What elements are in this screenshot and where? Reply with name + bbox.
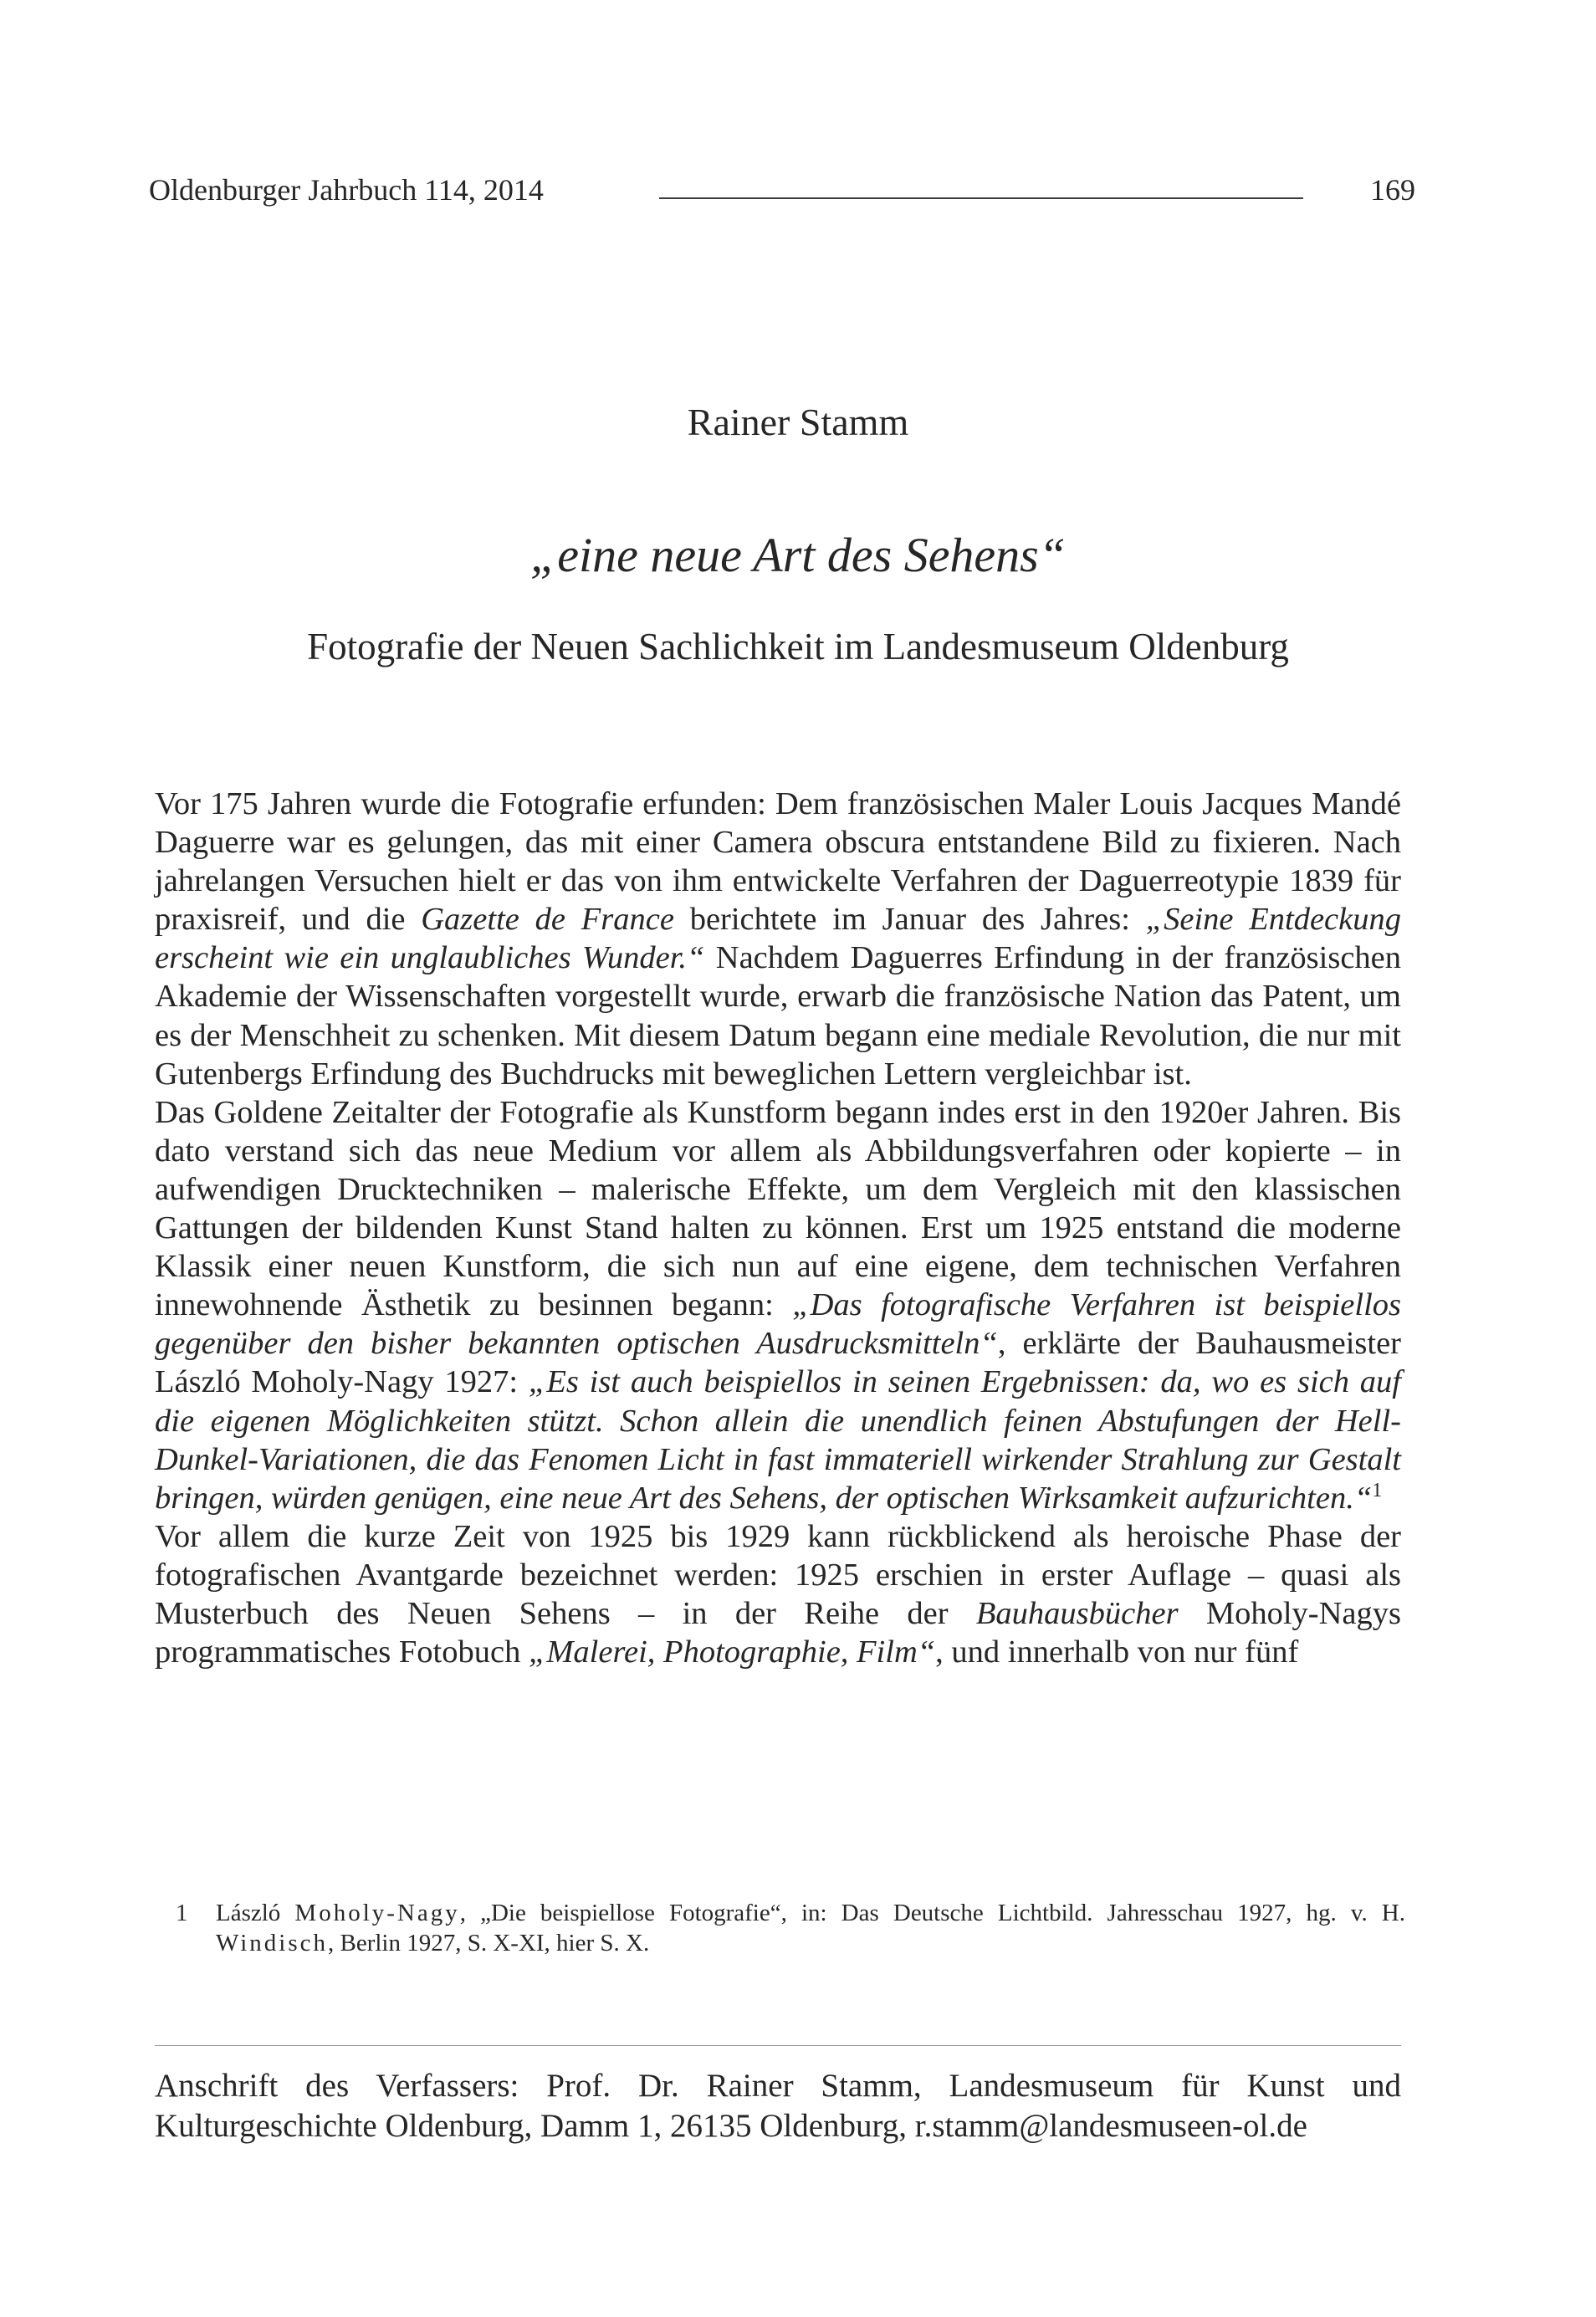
paragraph-2: [155, 1093, 1401, 1517]
author-address: Anschrift des Verfassers: Prof. Dr. Rainer Stamm, Landesmuseum für Kunst und Kulturgeschichte Oldenburg, Damm 1, 26135 Oldenburg, r.stamm@landesmuseen-ol.de: [155, 2068, 1401, 2144]
newspaper-title: Gazette de France: [421, 902, 674, 938]
footnote-reference[interactable]: 1: [1372, 1479, 1383, 1501]
text-run: , „Die beispiellose Fotografie“, in: Das Deutsche Lichtbild. Jahresschau 1927, hg. v. H.: [459, 1900, 1405, 1926]
article-title: „eine neue Art des Sehens“: [529, 528, 1067, 582]
text-run: , und innerhalb von nur fünf: [935, 1634, 1299, 1670]
text-run: , Berlin 1927, S. X-XI, hier S. X.: [327, 1930, 650, 1956]
running-header-journal: Oldenburger Jahrbuch 114, 2014: [149, 173, 544, 207]
page-number: 169: [1370, 173, 1415, 207]
footer-rule: [155, 2045, 1401, 2046]
paragraph-3: [155, 1517, 1401, 1671]
footnote-text: [176, 1898, 1405, 1958]
text-run: Das Goldene Zeitalter der Fotografie als Kunstform begann indes erst in den 1920er Jahren. Bis dato verstand sich das neue Medium vor allem als Abbildungsverfahren oder kopierte – in aufwendigen Drucktechniken – malerische Effekte, um dem Vergleich mit den klassischen Gattungen der bildenden Kunst Stand halten zu können. Erst um 1925 entstand die moderne Klassik einer neuen Kunstform, die sich nun auf eine eigene, dem technischen Verfahren innewohnende Ästhetik zu besinnen begann:: [155, 1094, 1401, 1323]
footnote: [176, 1898, 1405, 1958]
author-surname: Moholy-Nagy: [294, 1900, 460, 1926]
text-run: László: [216, 1900, 295, 1926]
text-run: , erklärte der Bauhausmeister László Moholy-Nagy 1927:: [155, 1326, 1401, 1400]
header-rule: [659, 197, 1303, 199]
text-run: Vor 175 Jahren wurde die Fotografie erfunden: Dem französischen Maler Louis Jacques Mandé Daguerre war es gelungen, das mit einer Camera obscura entstandene Bild zu fixieren. Nach jahrelangen Versuchen hielt er das von ihm entwickelte Verfahren der Daguerreotypie 1839 für praxisreif, und die: [155, 786, 1401, 938]
article-author: Rainer Stamm: [687, 401, 909, 443]
book-title: „Malerei, Photographie, Film“: [528, 1634, 936, 1670]
paragraph-1: [155, 785, 1401, 1093]
footnote-number: 1: [176, 1900, 188, 1926]
quotation: „Es ist auch beispiellos in seinen Ergebnissen: da, wo es sich auf die eigenen Möglichkeiten stützt. Schon allein die unendlich feinen Abstufungen der Hell-Dunkel-Variationen, die das Fenomen Licht in fast immateriell wirkender Strahlung zur Gestalt bringen, würden genügen, eine neue Art des Sehens, der optischen Wirksamkeit aufzurichten.“: [155, 1364, 1401, 1516]
text-run: berichtete im Januar des Jahres:: [673, 902, 1146, 938]
article-body: [155, 785, 1401, 1671]
editor-surname: Windisch: [216, 1930, 328, 1956]
article-subtitle: Fotografie der Neuen Sachlichkeit im Landesmuseum Oldenburg: [307, 626, 1289, 667]
text-run: Moholy-Nagys programmatisches Fotobuch: [155, 1595, 1401, 1670]
text-run: Vor allem die kurze Zeit von 1925 bis 1929 kann rückblickend als heroische Phase der fotografischen Avantgarde bezeichnet werden: 1925 erschien in erster Auflage – quasi als Musterbuch des Neuen Sehens – in der Reihe der: [155, 1518, 1401, 1631]
series-title: Bauhausbücher: [975, 1595, 1179, 1631]
quotation: „Seine Entdeckung erscheint wie ein unglaubliches Wunder.“: [155, 902, 1401, 976]
text-run: Nachdem Daguerres Erfindung in der französischen Akademie der Wissenschaften vorgestellt wurde, erwarb die französische Nation das Patent, um es der Menschheit zu schenken. Mit diesem Datum begann eine mediale Revolution, die nur mit Gutenbergs Erfindung des Buchdrucks mit beweglichen Lettern vergleichbar ist.: [155, 940, 1401, 1092]
quotation: „Das fotografische Verfahren ist beispiellos gegenüber den bisher bekannten optischen Ausdrucksmitteln“: [155, 1287, 1402, 1362]
